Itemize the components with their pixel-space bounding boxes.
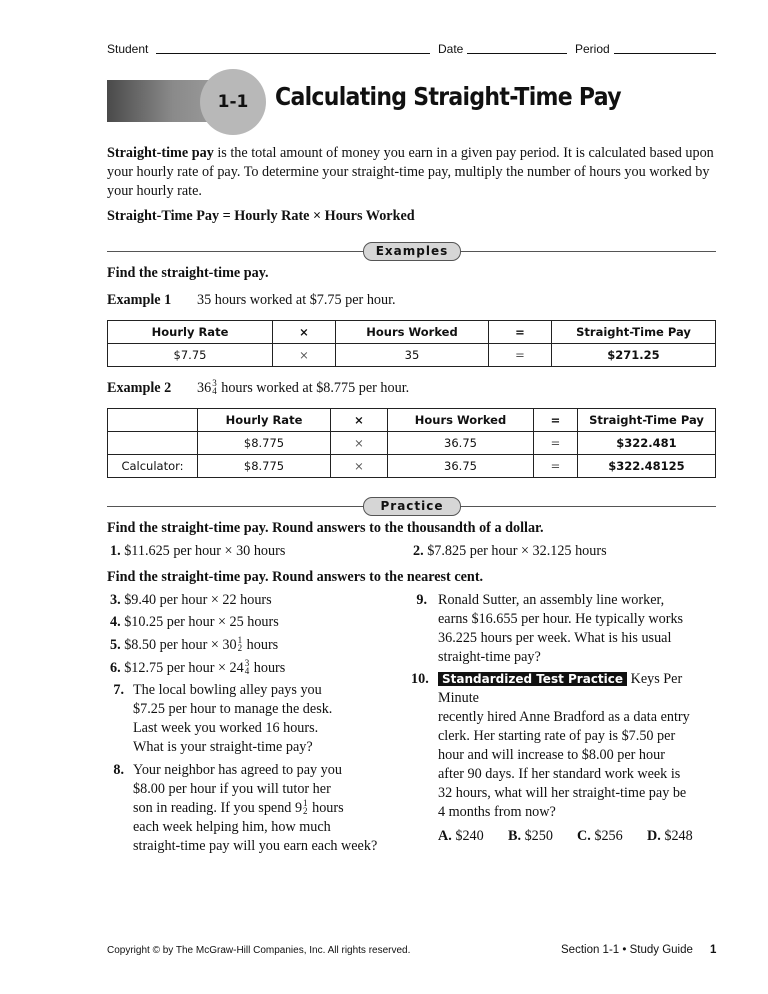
problem-number: 7. <box>113 682 124 698</box>
problem-text: The local bowling alley pays you <box>133 682 322 698</box>
cell: × <box>273 344 336 367</box>
problem-text: 32 hours, what will her straight-time pay be <box>438 785 687 801</box>
date-field[interactable] <box>467 53 567 54</box>
problem-6 <box>110 659 285 678</box>
whole: 36 <box>197 380 212 396</box>
cell: = <box>534 432 578 455</box>
problem-text: Keys Per Minute <box>438 671 683 706</box>
problem-text: $9.40 per hour × 22 hours <box>124 592 272 608</box>
practice-instruction-2: Find the straight-time pay. Round answers to the nearest cent. <box>107 569 484 585</box>
fraction <box>303 799 308 815</box>
choice-letter: B. <box>508 828 522 844</box>
problem-8 <box>110 761 377 856</box>
fraction <box>212 379 217 395</box>
problem-text: Your neighbor has agreed to pay you <box>133 762 342 778</box>
problem-text: $7.25 per hour to manage the desk. <box>133 701 333 717</box>
header-cell <box>108 409 198 432</box>
table-header-row <box>108 321 716 344</box>
cell: $322.481 <box>578 432 716 455</box>
student-field[interactable] <box>156 53 430 54</box>
problem-2 <box>413 542 607 561</box>
choice-letter: A. <box>438 828 452 844</box>
problem-text: straight-time pay will you earn each week? <box>133 838 378 854</box>
page-number: 1 <box>710 944 717 956</box>
problem-text: Ronald Sutter, an assembly line worker, <box>438 592 665 608</box>
cell: $271.25 <box>552 344 716 367</box>
problem-text: recently hired Anne Bradford as a data entry <box>438 709 690 725</box>
cell: 36.75 <box>388 432 534 455</box>
problem-text: earns $16.655 per hour. He typically works <box>438 611 684 627</box>
header-cell: Straight-Time Pay <box>578 409 716 432</box>
problem-3 <box>110 591 272 610</box>
problem-10 <box>411 670 721 846</box>
cell <box>108 432 198 455</box>
text: hours <box>308 800 344 816</box>
practice-label: Practice <box>363 497 461 516</box>
header-cell: = <box>489 321 552 344</box>
text: hours worked at $8.775 per hour. <box>217 380 410 396</box>
choice-a[interactable] <box>438 827 508 846</box>
lesson-number: 1-1 <box>217 92 249 112</box>
period-label: Period <box>575 42 610 56</box>
problem-number: 6. <box>110 660 121 676</box>
cell: $7.75 <box>108 344 273 367</box>
problem-number: 8. <box>113 762 124 778</box>
problem-5 <box>110 636 278 655</box>
choice-value: $256 <box>594 828 623 844</box>
problem-1 <box>110 542 285 561</box>
text: son in reading. If you spend 9 <box>133 800 303 816</box>
fraction <box>238 636 243 652</box>
cell: 35 <box>336 344 489 367</box>
table-row <box>108 432 716 455</box>
table-row <box>108 455 716 478</box>
cell: $322.48125 <box>578 455 716 478</box>
problem-number: 10. <box>411 671 429 687</box>
cell: $8.775 <box>198 432 331 455</box>
header-cell: Straight-Time Pay <box>552 321 716 344</box>
footer-section: Section 1-1 • Study Guide <box>561 944 693 956</box>
choice-c[interactable] <box>577 827 647 846</box>
problem-text: Last week you worked 16 hours. <box>133 720 319 736</box>
practice-instruction-1: Find the straight-time pay. Round answers to the thousandth of a dollar. <box>107 520 544 536</box>
cell: = <box>534 455 578 478</box>
cell: Calculator: <box>108 455 198 478</box>
choice-value: $250 <box>524 828 553 844</box>
table-header-row <box>108 409 716 432</box>
student-label: Student <box>107 42 149 56</box>
denominator: 2 <box>237 642 243 653</box>
problem-7 <box>110 681 332 757</box>
header-cell: Hours Worked <box>336 321 489 344</box>
page-title: Calculating Straight-Time Pay <box>275 82 621 111</box>
example-2-table <box>107 408 716 478</box>
examples-label: Examples <box>363 242 461 261</box>
denominator: 4 <box>244 665 250 676</box>
header-cell: × <box>331 409 388 432</box>
problem-text: each week helping him, how much <box>133 819 331 835</box>
intro-text: is the total amount of money you earn in a given pay period. It is calculated based upon your hourly rate of pay. To determine your straight-time pay, multiply the number of hours you worked by your hourly rate. <box>107 145 714 199</box>
numerator: 3 <box>212 377 217 388</box>
problem-text: 4 months from now? <box>438 804 556 820</box>
header-cell: Hours Worked <box>388 409 534 432</box>
problem-text: hour and will increase to $8.00 per hour <box>438 747 665 763</box>
problem-4 <box>110 613 279 632</box>
example-1-table <box>107 320 716 367</box>
problem-number: 3. <box>110 592 121 608</box>
cell: = <box>489 344 552 367</box>
choice-b[interactable] <box>508 827 577 846</box>
choice-d[interactable] <box>647 827 693 846</box>
choice-value: $240 <box>455 828 484 844</box>
problem-text: hours <box>250 660 286 676</box>
cell: × <box>331 455 388 478</box>
problem-text: $7.825 per hour × 32.125 hours <box>427 543 607 559</box>
problem-text: $12.75 per hour × 24 <box>124 660 244 676</box>
answer-choices <box>438 827 721 846</box>
problem-number: 4. <box>110 614 121 630</box>
problem-number: 2. <box>413 543 424 559</box>
example-1-label: Example 1 <box>107 292 172 308</box>
problem-text <box>133 799 377 818</box>
period-field[interactable] <box>614 53 716 54</box>
cell: 36.75 <box>388 455 534 478</box>
header-cell: Hourly Rate <box>108 321 273 344</box>
cell: × <box>331 432 388 455</box>
problem-text: $11.625 per hour × 30 hours <box>124 543 286 559</box>
lesson-badge <box>200 69 266 135</box>
choice-letter: C. <box>577 828 591 844</box>
problem-text: $10.25 per hour × 25 hours <box>124 614 279 630</box>
date-label: Date <box>438 42 464 56</box>
header-cell: × <box>273 321 336 344</box>
cell: $8.775 <box>198 455 331 478</box>
numerator: 3 <box>244 657 250 668</box>
problem-text: hours <box>243 637 279 653</box>
formula: Straight-Time Pay = Hourly Rate × Hours Worked <box>107 208 415 224</box>
denominator: 2 <box>303 805 308 816</box>
examples-instruction: Find the straight-time pay. <box>107 265 269 281</box>
term: Straight-time pay <box>107 145 214 161</box>
copyright: Copyright © by The McGraw-Hill Companies, Inc. All rights reserved. <box>107 945 411 956</box>
problem-text: $8.50 per hour × 30 <box>124 637 237 653</box>
numerator: 1 <box>303 797 308 808</box>
problem-number: 1. <box>110 543 121 559</box>
choice-letter: D. <box>647 828 661 844</box>
header-cell: = <box>534 409 578 432</box>
problem-text: after 90 days. If her standard work week is <box>438 766 681 782</box>
problem-text: straight-time pay? <box>438 649 541 665</box>
table-row <box>108 344 716 367</box>
standardized-test-badge: Standardized Test Practice <box>438 672 627 686</box>
problem-number: 9. <box>416 592 427 608</box>
fraction <box>245 659 250 675</box>
problem-text: $8.00 per hour if you will tutor her <box>133 781 331 797</box>
choice-value: $248 <box>664 828 693 844</box>
denominator: 4 <box>212 385 217 396</box>
problem-text: What is your straight-time pay? <box>133 739 313 755</box>
problem-number: 5. <box>110 637 121 653</box>
problem-text: clerk. Her starting rate of pay is $7.50 per <box>438 728 676 744</box>
example-2-label: Example 2 <box>107 380 172 396</box>
intro-paragraph <box>107 144 719 201</box>
example-1-text: 35 hours worked at $7.75 per hour. <box>197 292 396 308</box>
header-cell: Hourly Rate <box>198 409 331 432</box>
example-2-text <box>197 379 409 398</box>
problem-9 <box>413 591 683 667</box>
numerator: 1 <box>237 634 243 645</box>
problem-text: 36.225 hours per week. What is his usual <box>438 630 672 646</box>
